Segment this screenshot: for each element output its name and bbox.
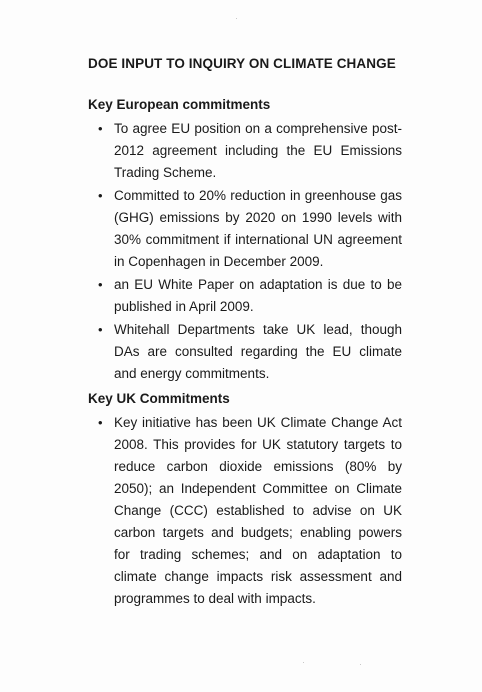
list-item — [96, 118, 402, 184]
european-commitments-list — [96, 118, 402, 386]
list-item — [96, 274, 402, 318]
list-item-text: To agree EU position on a comprehensive post-2012 agreement including the EU Emissions Trading Scheme. — [114, 121, 402, 180]
list-item — [96, 412, 402, 610]
list-item-text: Key initiative has been UK Climate Change Act 2008. This provides for UK statutory targets to reduce carbon dioxide emissions (80% by 2050); an Independent Committee on Climate Change (CCC) established to advise on UK carbon targets and budgets; enabling powers for trading schemes; and on adaptation to climate change impacts risk assessment and programmes to deal with impacts. — [114, 415, 402, 606]
section-heading-european: Key European commitments — [88, 97, 271, 112]
uk-commitments-list — [96, 412, 402, 611]
bullet-icon: • — [98, 121, 103, 136]
section-heading-uk: Key UK Commitments — [88, 391, 230, 406]
bullet-icon: • — [98, 322, 103, 337]
bullet-icon: • — [98, 415, 103, 430]
list-item-text: Whitehall Departments take UK lead, though DAs are consulted regarding the EU climate and energy commitments. — [114, 322, 402, 381]
bullet-icon: • — [98, 188, 103, 203]
scan-speck — [360, 664, 361, 665]
bullet-icon: • — [98, 277, 103, 292]
document-title: DOE INPUT TO INQUIRY ON CLIMATE CHANGE — [88, 56, 396, 71]
list-item — [96, 185, 402, 273]
scan-speck — [303, 662, 304, 663]
list-item-text: Committed to 20% reduction in greenhouse gas (GHG) emissions by 2020 on 1990 levels with 30% commitment if international UN agreement in Copenhagen in December 2009. — [114, 188, 402, 269]
scan-speck — [236, 18, 237, 19]
list-item-text: an EU White Paper on adaptation is due to be published in April 2009. — [114, 277, 402, 314]
list-item — [96, 319, 402, 385]
